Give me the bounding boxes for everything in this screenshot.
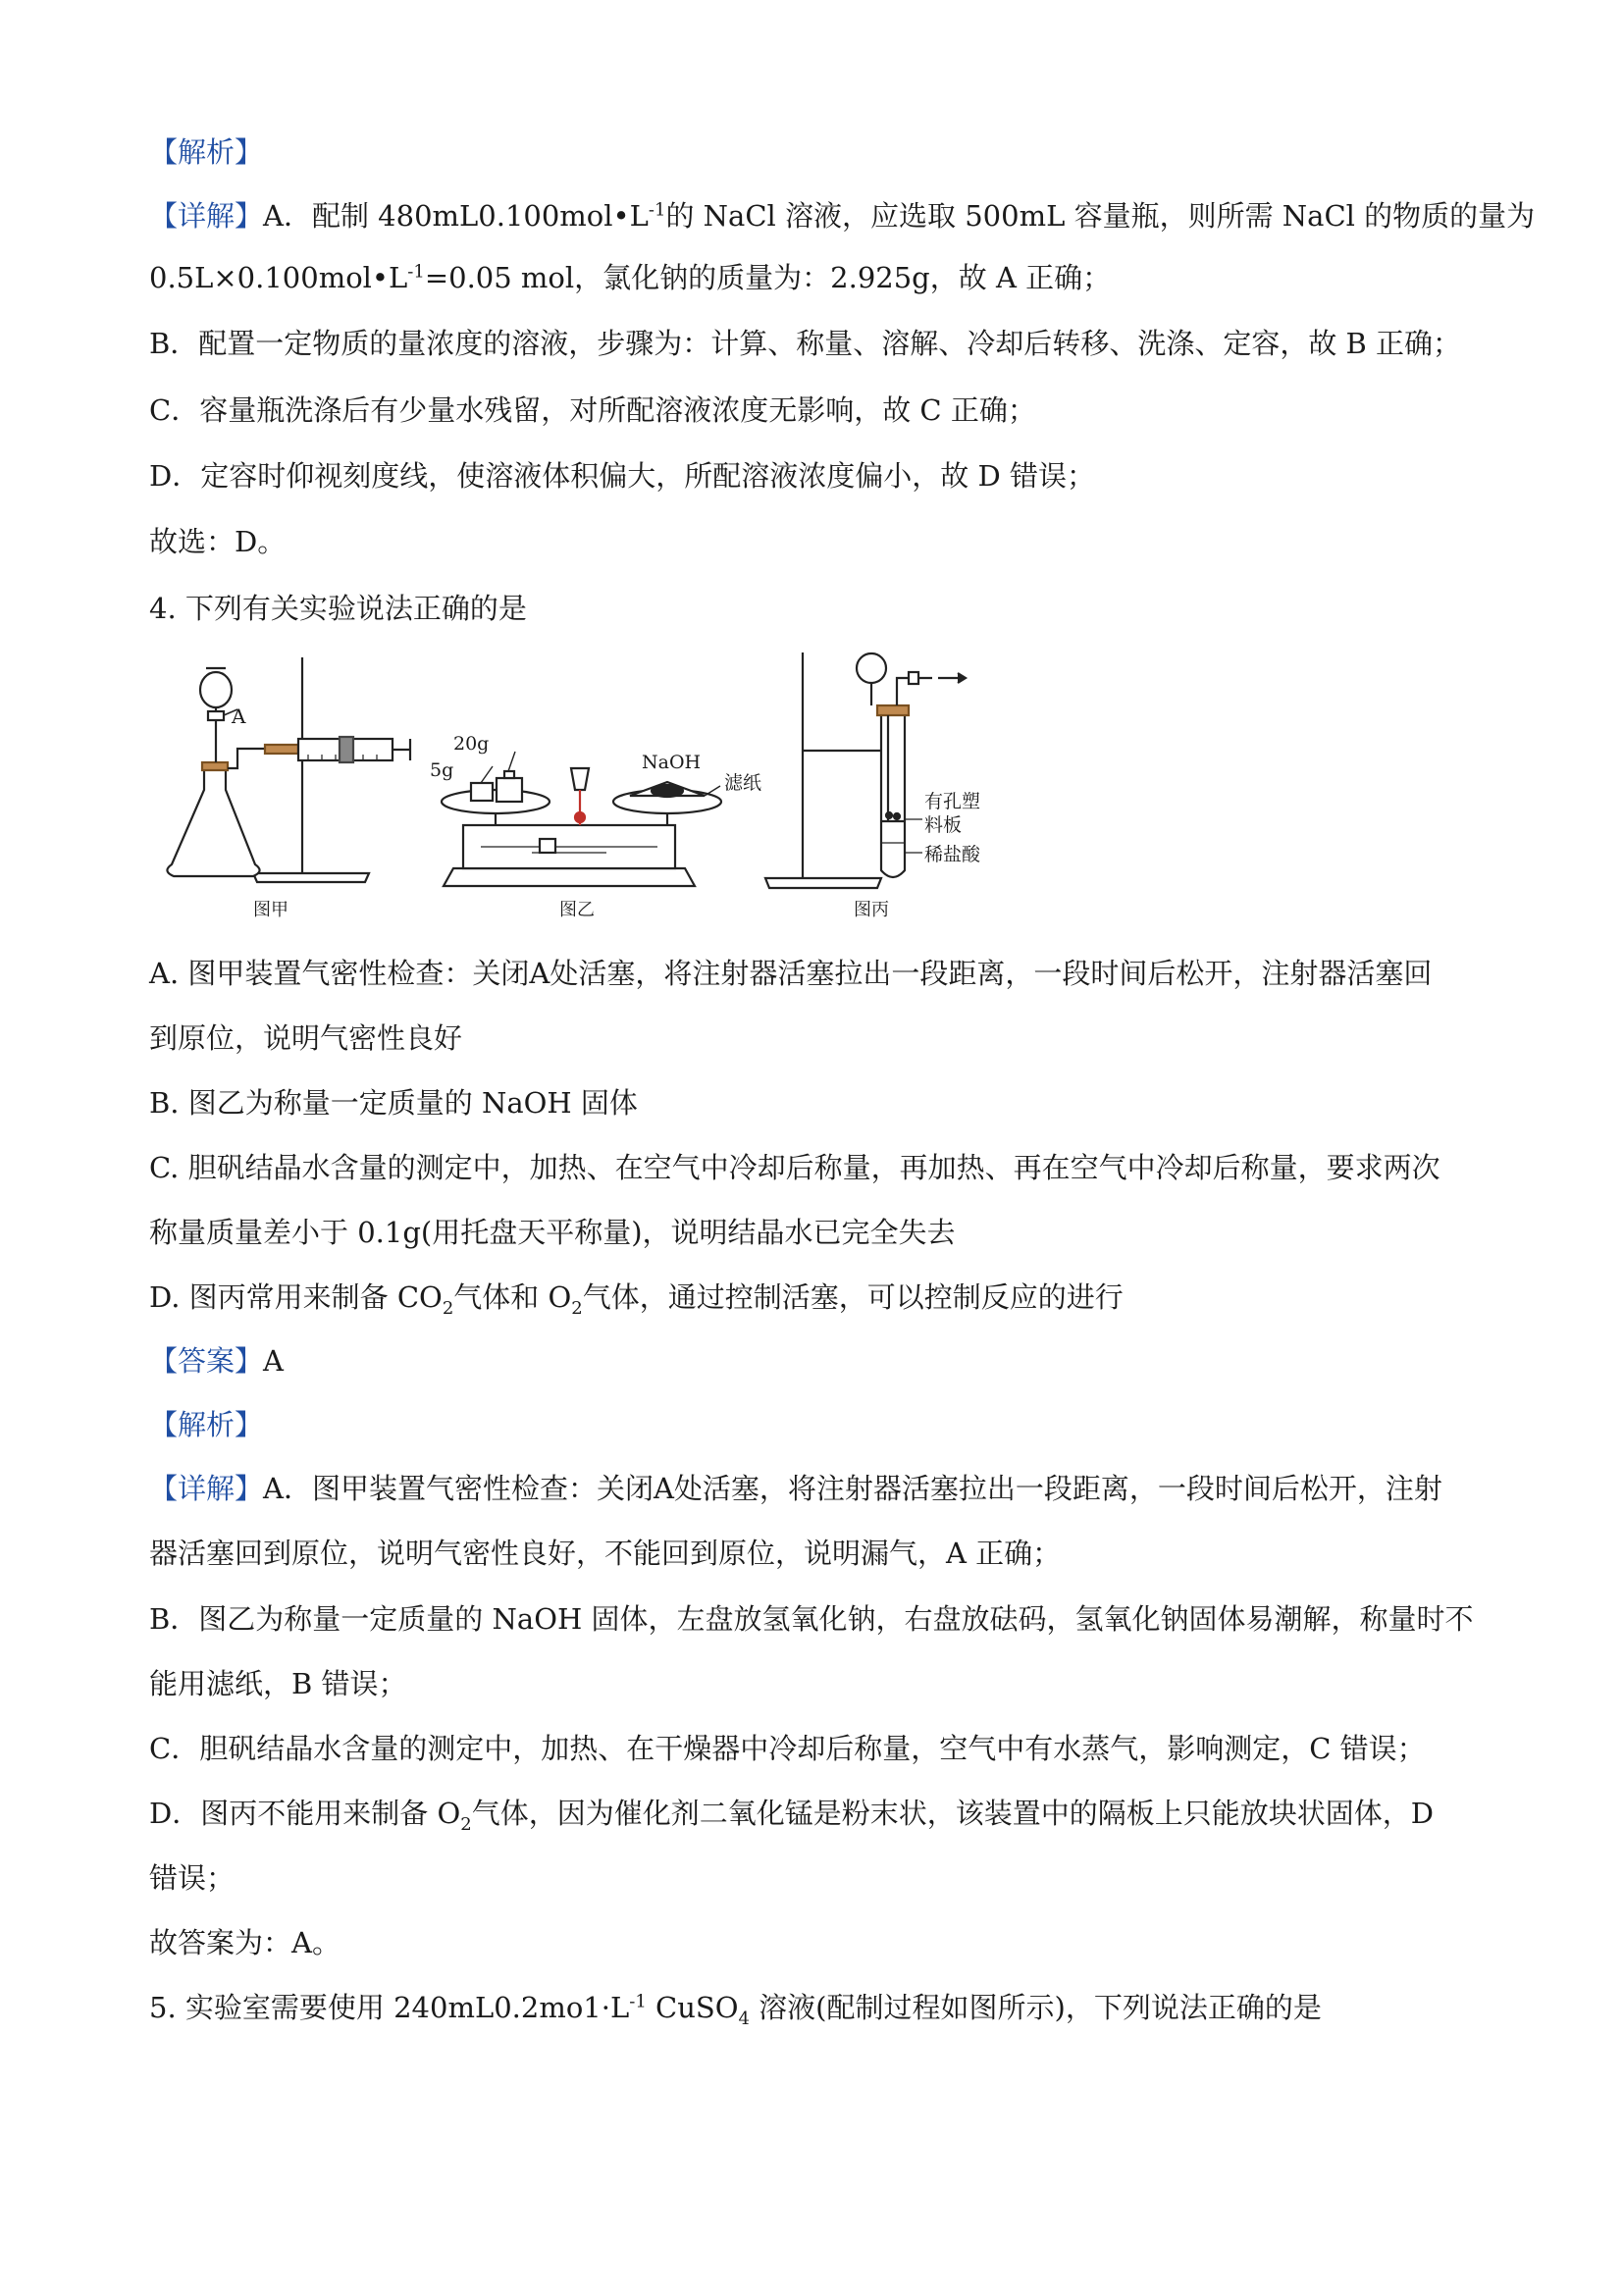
- text-run: 5. 实验室需要使用 240mL0.2mo1·L: [149, 1991, 630, 2024]
- text-run: 气体，因为催化剂二氧化锰是粉末状，该装置中的隔板上只能放块状固体，D: [471, 1797, 1434, 1830]
- text-run: 溶液(配制过程如图所示)，下列说法正确的是: [749, 1991, 1322, 2024]
- analysis-header-2: 【解析】: [149, 1408, 264, 1441]
- label-20g: 20g: [453, 733, 490, 755]
- label-naoh: NaOH: [642, 752, 702, 773]
- answer-line: [149, 1341, 284, 1381]
- detail-line-c: C．容量瓶洗涤后有少量水残留，对所配溶液浓度无影响，故 C 正确；: [149, 393, 1036, 427]
- option-c-line2: 称量质量差小于 0.1g(用托盘天平称量)，说明结晶水已完全失去: [149, 1216, 956, 1249]
- caption-yi: 图乙: [559, 900, 595, 920]
- detail-tag-2: 【详解】: [149, 1472, 264, 1505]
- question-4-stem: 4. 下列有关实验说法正确的是: [149, 592, 527, 625]
- detail-line-a1: [149, 196, 1535, 235]
- detail-c: C．胆矾结晶水含量的测定中，加热、在干燥器中冷却后称量，空气中有水蒸气，影响测定，C 错误；: [149, 1732, 1426, 1765]
- option-a-line2: 到原位，说明气密性良好: [149, 1021, 463, 1055]
- conclusion-1: 故选：D。: [149, 525, 287, 558]
- superscript: -1: [407, 261, 425, 283]
- answer-value: A: [263, 1344, 284, 1378]
- superscript: -1: [648, 199, 666, 221]
- figure-jia: [167, 657, 410, 882]
- detail-tag: 【详解】: [149, 199, 264, 233]
- detail-a-line1: [149, 1469, 1442, 1508]
- text-run: 气体和 O: [453, 1280, 572, 1314]
- detail-line-b: B．配置一定物质的量浓度的溶液，步骤为：计算、称量、溶解、冷却后转移、洗涤、定容，故 B 正确；: [149, 327, 1462, 360]
- caption-bing: 图丙: [854, 900, 889, 920]
- option-b: B. 图乙为称量一定质量的 NaOH 固体: [149, 1086, 638, 1120]
- detail-a-line2: 器活塞回到原位，说明气密性良好，不能回到原位，说明漏气，A 正确；: [149, 1537, 1062, 1570]
- label-plate-2: 料板: [924, 814, 963, 836]
- subscript: 4: [738, 2008, 750, 2029]
- apparatus-figure: [147, 643, 981, 937]
- label-dilute-hcl: 稀盐酸: [924, 844, 981, 865]
- text-run: D．图丙不能用来制备 O: [149, 1797, 461, 1830]
- superscript: -1: [629, 1991, 647, 2012]
- text-run: CuSO: [646, 1991, 739, 2024]
- text-run: D. 图丙常用来制备 CO: [149, 1280, 443, 1314]
- option-a-line1: A. 图甲装置气密性检查：关闭A处活塞，将注射器活塞拉出一段距离，一段时间后松开，注射器活塞回: [149, 957, 1433, 990]
- text-run: A．图甲装置气密性检查：关闭A处活塞，将注射器活塞拉出一段距离，一段时间后松开，注射: [263, 1472, 1442, 1505]
- text-run: 气体，通过控制活塞，可以控制反应的进行: [582, 1280, 1124, 1314]
- text-run: 的 NaCl 溶液，应选取 500mL 容量瓶，则所需 NaCl 的物质的量为: [665, 199, 1536, 233]
- label-filter-paper: 滤纸: [724, 772, 762, 794]
- detail-d-line1: [149, 1794, 1434, 1833]
- subscript: 2: [460, 1813, 472, 1835]
- detail-line-d: D．定容时仰视刻度线，使溶液体积偏大，所配溶液浓度偏小，故 D 错误；: [149, 459, 1095, 493]
- option-c-line1: C. 胆矾结晶水含量的测定中，加热、在空气中冷却后称量，再加热、再在空气中冷却后称量，要求两次: [149, 1151, 1440, 1184]
- text-run: =0.05 mol，氯化钠的质量为：2.925g，故 A 正确；: [424, 261, 1112, 294]
- label-5g: 5g: [430, 759, 454, 781]
- label-a: A: [232, 704, 246, 728]
- analysis-header: 【解析】: [149, 135, 264, 169]
- text-run: 0.5L×0.100mol•L: [149, 261, 408, 294]
- detail-b-line1: B．图乙为称量一定质量的 NaOH 固体，左盘放氢氧化钠，右盘放砝码，氢氧化钠固体易潮解，称量时不: [149, 1602, 1474, 1636]
- conclusion-2: 故答案为：A。: [149, 1926, 340, 1959]
- detail-b-line2: 能用滤纸，B 错误；: [149, 1667, 407, 1700]
- option-d: [149, 1278, 1124, 1317]
- text-run: A．配制 480mL0.100mol•L: [263, 199, 649, 233]
- subscript: 2: [442, 1297, 454, 1319]
- detail-line-a2: [149, 258, 1111, 297]
- answer-tag: 【答案】: [149, 1344, 264, 1378]
- label-plate-1: 有孔塑: [924, 791, 981, 812]
- question-5-stem: [149, 1988, 1322, 2027]
- caption-jia: 图甲: [253, 900, 288, 920]
- subscript: 2: [571, 1297, 583, 1319]
- detail-d-line2: 错误；: [149, 1861, 236, 1895]
